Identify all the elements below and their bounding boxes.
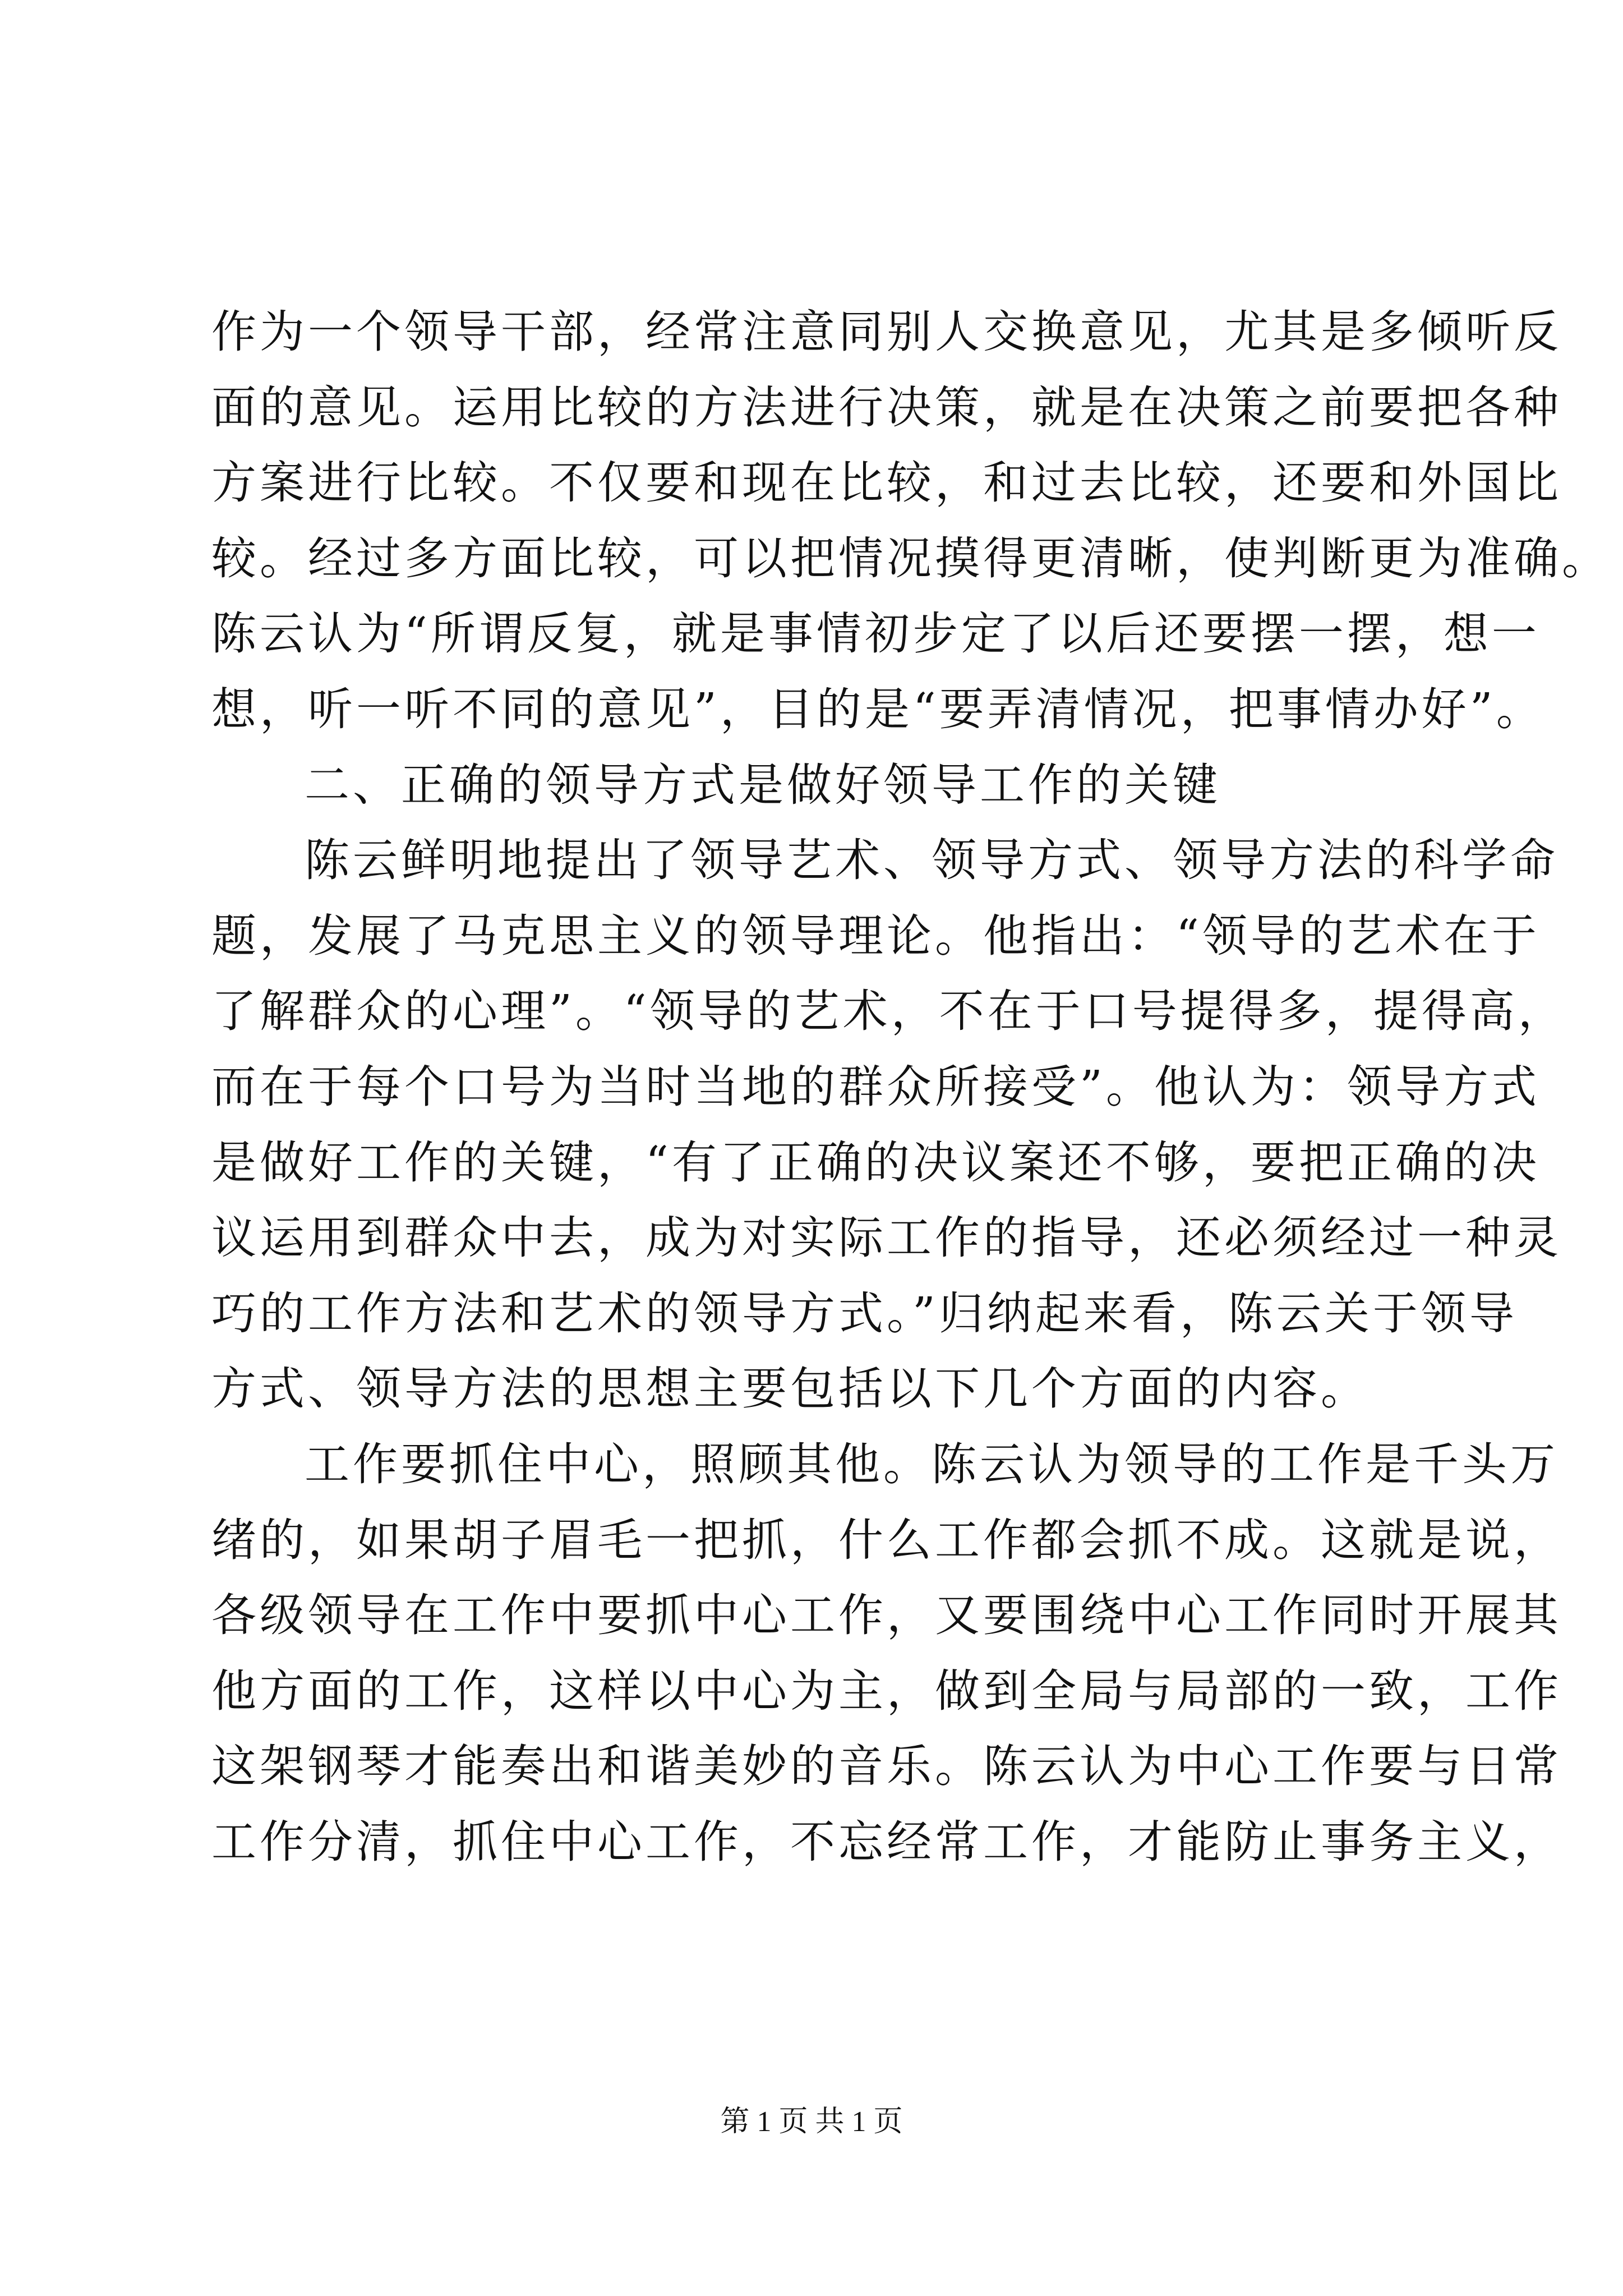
text-line: 是做好工作的关键，“有了正确的决议案还不够，要把正确的决	[211, 1136, 1540, 1189]
text-line: 陈云鲜明地提出了领导艺术、领导方式、领导方法的科学命	[305, 834, 1559, 887]
text-line: 巧的工作方法和艺术的领导方式。”归纳起来看，陈云关于领导	[211, 1287, 1518, 1340]
page-footer	[0, 2102, 1623, 2142]
text-line: 题，发展了马克思主义的领导理论。他指出：“领导的艺术在于	[211, 909, 1540, 962]
text-line: 面的意见。运用比较的方法进行决策，就是在决策之前要把各种	[211, 381, 1562, 434]
section-heading: 二、正确的领导方式是做好领导工作的关键	[305, 758, 1221, 811]
text-line: 议运用到群众中去，成为对实际工作的指导，还必须经过一种灵	[211, 1212, 1562, 1264]
text-line: 他方面的工作，这样以中心为主，做到全局与局部的一致，工作	[211, 1664, 1562, 1717]
text-line: 了解群众的心理”。“领导的艺术，不在于口号提得多，提得高，	[211, 985, 1566, 1038]
text-line: 方式、领导方法的思想主要包括以下几个方面的内容。	[211, 1363, 1369, 1415]
page-number-label: 第 1 页 共 1 页	[720, 2106, 903, 2138]
text-line: 工作分清，抓住中心工作，不忘经常工作，才能防止事务主义，	[211, 1815, 1562, 1868]
text-line: 而在于每个口号为当时当地的群众所接受”。他认为：领导方式	[211, 1060, 1540, 1113]
text-line: 较。经过多方面比较，可以把情况摸得更清晰，使判断更为准确。	[211, 532, 1610, 585]
text-line: 这架钢琴才能奏出和谐美妙的音乐。陈云认为中心工作要与日常	[211, 1740, 1562, 1793]
text-line: 陈云认为“所谓反复，就是事情初步定了以后还要摆一摆，想一	[211, 608, 1540, 660]
text-line: 工作要抓住中心，照顾其他。陈云认为领导的工作是千头万	[305, 1438, 1559, 1490]
text-line: 绪的，如果胡子眉毛一把抓，什么工作都会抓不成。这就是说，	[211, 1513, 1562, 1566]
text-line: 作为一个领导干部，经常注意同别人交换意见，尤其是多倾听反	[211, 306, 1562, 358]
text-line: 方案进行比较。不仅要和现在比较，和过去比较，还要和外国比	[211, 457, 1562, 509]
body-text	[211, 295, 1610, 1880]
text-line: 想，听一听不同的意见”，目的是“要弄清情况，把事情办好”。	[211, 683, 1544, 735]
text-line: 各级领导在工作中要抓中心工作，又要围绕中心工作同时开展其	[211, 1589, 1562, 1642]
